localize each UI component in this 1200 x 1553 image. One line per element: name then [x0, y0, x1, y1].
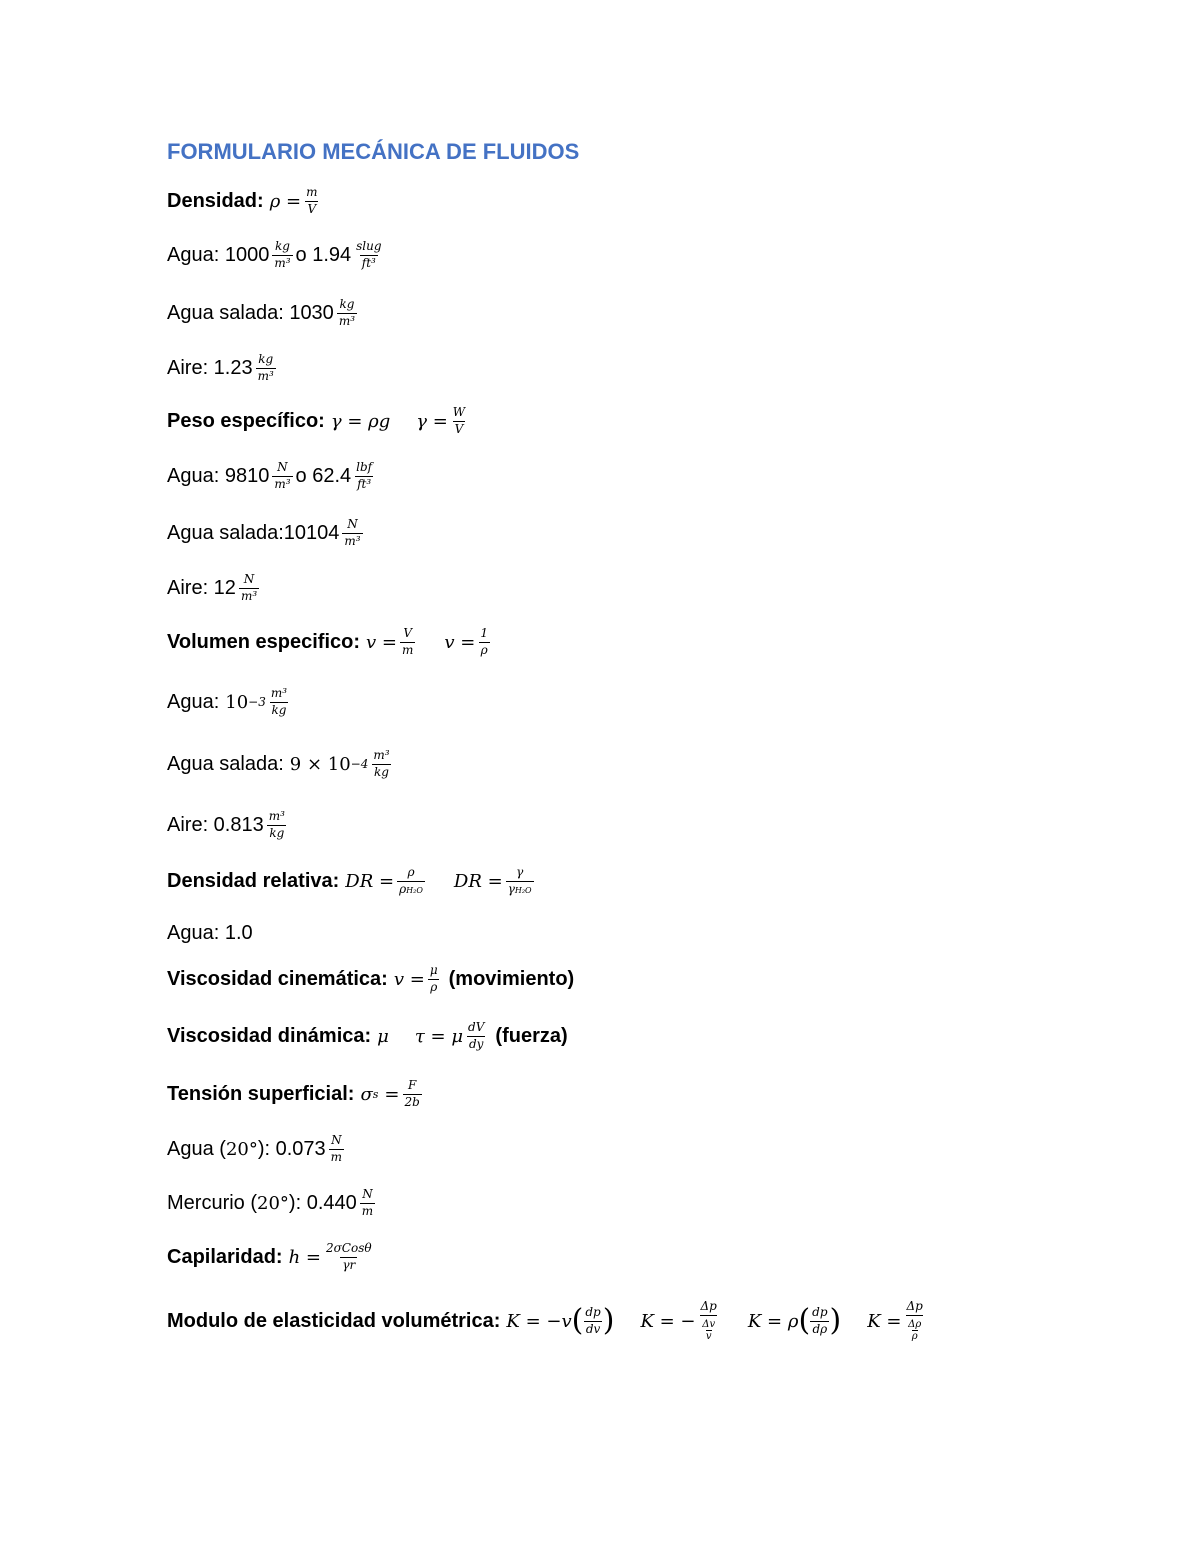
unit-numerator: kg: [274, 239, 290, 253]
peso-fraction: [451, 406, 467, 437]
peso-formula-2-lhs: γ =: [416, 410, 448, 432]
densidad-definition: [167, 186, 322, 217]
unit-fraction: [239, 573, 259, 604]
modulo-f1-lhs: K = −v: [506, 1310, 572, 1332]
unit-denominator: m³: [257, 368, 274, 383]
tension-agua: [167, 1134, 347, 1165]
fraction-numerator: μ: [429, 963, 438, 977]
left-paren: (: [571, 1303, 584, 1339]
volumen-f2-lhs: v =: [444, 631, 476, 653]
unit-denominator: kg: [271, 702, 287, 717]
unit-numerator: slug: [356, 239, 382, 253]
fraction-numerator: W: [452, 405, 466, 419]
unit-numerator: m³: [268, 809, 285, 823]
unit-denominator: m: [361, 1203, 374, 1218]
volumen-fraction-2: [478, 627, 490, 658]
fraction-denominator: ρ: [430, 979, 438, 994]
unit-numerator: N: [331, 1133, 342, 1147]
capilaridad-lhs: h =: [288, 1246, 321, 1268]
volumen-definition: [167, 627, 493, 658]
volumen-aire-value: Aire: 0.813: [167, 813, 264, 836]
relativa-label: Densidad relativa:: [167, 869, 340, 892]
unit-denominator: ft³: [361, 255, 376, 270]
volumen-salada-coef: 9 × 10: [289, 753, 351, 775]
volumen-fraction-1: [400, 627, 415, 658]
fraction-numerator: V: [403, 626, 413, 640]
fraction-numerator: dp: [585, 1305, 601, 1320]
peso-formula-1: γ = ρg: [330, 410, 391, 432]
volumen-salada-exponent: −4: [350, 757, 369, 772]
unit-numerator: N: [277, 460, 288, 474]
capilaridad-definition: [167, 1242, 377, 1273]
fraction-denominator: [906, 1315, 923, 1343]
volumen-agua-label: Agua:: [167, 690, 220, 713]
cinematica-lhs: v =: [393, 968, 425, 990]
unit-numerator: N: [362, 1187, 373, 1201]
nested-numerator: Δρ: [908, 1318, 922, 1330]
peso-aire-value: Aire: 12: [167, 576, 236, 599]
peso-agua: [167, 461, 377, 492]
modulo-fraction-3: [810, 1306, 829, 1337]
unit-fraction: [342, 518, 362, 549]
relativa-f2-lhs: DR =: [453, 870, 503, 892]
volumen-agua: [167, 687, 292, 718]
unit-denominator: m³: [274, 255, 291, 270]
cinematica-label: Viscosidad cinemática:: [167, 967, 388, 990]
tension-definition: [167, 1079, 425, 1110]
unit-fraction: [360, 1188, 375, 1219]
relativa-f1-lhs: DR =: [345, 870, 395, 892]
unit-fraction: [329, 1134, 344, 1165]
volumen-agua-salada: [167, 749, 395, 780]
fraction-denominator: dv: [585, 1321, 601, 1336]
unit-fraction: [269, 687, 289, 718]
densidad-agua-alt: o 1.94: [295, 243, 352, 266]
dinamica-fraction: [466, 1021, 486, 1052]
unit-denominator: kg: [373, 764, 389, 779]
fraction-denominator: V: [454, 421, 464, 436]
peso-label: Peso específico:: [167, 409, 325, 432]
fraction-numerator: m: [306, 185, 318, 199]
fraction-denominator: m: [402, 642, 414, 657]
densidad-agua-value: Agua: 1000: [167, 243, 270, 266]
volumen-salada-label: Agua salada:: [167, 752, 284, 775]
capilaridad-label: Capilaridad:: [167, 1245, 283, 1268]
unit-fraction: [371, 749, 391, 780]
densidad-aire: [167, 353, 279, 384]
nested-fraction: [702, 1319, 715, 1343]
unit-denominator: m³: [338, 313, 356, 328]
right-paren: ): [602, 1303, 615, 1339]
modulo-f4-lhs: K =: [867, 1310, 902, 1332]
fraction-numerator: Δp: [906, 1299, 923, 1313]
unit-numerator: kg: [339, 297, 355, 311]
tension-agua-temp: 20°: [225, 1138, 258, 1160]
unit-denominator: kg: [269, 825, 285, 840]
peso-definition: [167, 406, 470, 437]
modulo-fraction-4: [905, 1300, 925, 1343]
tension-label: Tensión superficial:: [167, 1082, 355, 1105]
unit-denominator: m³: [344, 533, 361, 548]
fraction-numerator: 1: [480, 626, 489, 640]
tension-merc-label: Mercurio (: [167, 1191, 258, 1214]
tension-equals: =: [384, 1083, 400, 1105]
volumen-agua-base: 10: [225, 691, 249, 713]
h2o-subscript: H₂O: [514, 885, 532, 895]
fraction-denominator: ρ: [480, 642, 488, 657]
fraction-denominator: 2b: [404, 1094, 420, 1109]
fraction-numerator: dp: [812, 1305, 828, 1320]
densidad-label: Densidad:: [167, 189, 264, 212]
unit-denominator: ft³: [357, 476, 372, 491]
fraction-denominator: [700, 1315, 717, 1343]
fraction-numerator: Δp: [700, 1299, 717, 1313]
capilaridad-fraction: [324, 1242, 374, 1273]
cinematica-fraction: [428, 964, 440, 995]
gamma-symbol: γ: [507, 881, 515, 896]
fraction-numerator: dV: [468, 1020, 485, 1034]
peso-aire: [167, 573, 262, 604]
relativa-agua: Agua: 1.0: [167, 922, 253, 944]
volumen-label: Volumen especifico:: [167, 630, 361, 653]
unit-fraction: [354, 461, 374, 492]
nested-fraction: [908, 1319, 921, 1343]
fraction-denominator: dρ: [812, 1321, 828, 1336]
densidad-agua: [167, 240, 387, 271]
h2o-subscript: H₂O: [406, 885, 423, 895]
peso-agua-alt: o 62.4: [295, 464, 352, 487]
modulo-fraction-2: [699, 1300, 719, 1343]
tension-agua-label: Agua (: [167, 1137, 226, 1160]
unit-numerator: N: [347, 517, 358, 531]
unit-fraction: [354, 240, 383, 271]
modulo-f2-lhs: K = −: [640, 1310, 696, 1332]
tension-merc-temp: 20°: [257, 1192, 289, 1214]
dinamica-mu: μ: [377, 1025, 389, 1047]
unit-numerator: lbf: [356, 460, 373, 474]
unit-denominator: m: [330, 1149, 343, 1164]
unit-numerator: m³: [270, 686, 288, 700]
dinamica-definition: [167, 1021, 568, 1052]
fraction-denominator: V: [307, 201, 317, 216]
relativa-fraction-2: [506, 866, 534, 897]
dinamica-note: (fuerza): [495, 1024, 568, 1047]
unit-denominator: m³: [274, 476, 291, 491]
densidad-formula-lhs: ρ =: [269, 190, 302, 212]
fraction-numerator: 2σCosθ: [325, 1241, 372, 1255]
volumen-agua-exponent: −3: [248, 695, 266, 710]
tension-merc-value: ): 0.440: [288, 1191, 357, 1214]
densidad-agua-salada: [167, 298, 360, 329]
cinematica-note: (movimiento): [448, 967, 575, 990]
tension-mercurio: [167, 1188, 378, 1219]
volumen-aire: [167, 810, 290, 841]
tension-lhs: σ: [360, 1083, 373, 1105]
fraction-numerator: ρ: [407, 865, 415, 879]
peso-agua-value: Agua: 9810: [167, 464, 270, 487]
fraction-numerator: γ: [516, 865, 524, 879]
left-paren: (: [798, 1303, 811, 1339]
modulo-definition: [167, 1300, 928, 1343]
rho-symbol: ρ: [399, 881, 407, 896]
unit-fraction: [272, 461, 292, 492]
modulo-fraction-1: [583, 1306, 602, 1337]
volumen-f1-lhs: v =: [366, 631, 397, 653]
tension-lhs-subscript: s: [372, 1087, 379, 1101]
fraction-numerator: F: [408, 1078, 417, 1092]
nested-numerator: Δv: [702, 1318, 716, 1330]
densidad-salada-value: Agua salada: 1030: [167, 301, 334, 324]
dinamica-lhs: τ = μ: [414, 1025, 464, 1047]
cinematica-definition: [167, 964, 574, 995]
page-title: FORMULARIO MECÁNICA DE FLUIDOS: [167, 139, 580, 164]
modulo-f3-lhs: K = ρ: [747, 1310, 799, 1332]
unit-numerator: N: [243, 572, 255, 586]
peso-salada-value: Agua salada:10104: [167, 521, 340, 544]
unit-fraction: [256, 353, 276, 384]
fraction-denominator: [506, 881, 534, 897]
nested-denominator: v: [705, 1331, 712, 1343]
unit-numerator: m³: [373, 748, 390, 762]
peso-agua-salada: [167, 518, 366, 549]
fraction-denominator: [397, 881, 425, 897]
unit-fraction: [272, 240, 292, 271]
fraction-denominator: γr: [342, 1257, 356, 1272]
unit-fraction: [337, 298, 357, 329]
fraction-denominator: dy: [468, 1036, 484, 1051]
tension-agua-value: ): 0.073: [257, 1137, 326, 1160]
unit-fraction: [267, 810, 287, 841]
relativa-fraction-1: [397, 866, 425, 897]
dinamica-label: Viscosidad dinámica:: [167, 1024, 372, 1047]
tension-fraction: [403, 1079, 422, 1110]
densidad-fraction: [304, 186, 319, 217]
right-paren: ): [829, 1303, 842, 1339]
modulo-label: Modulo de elasticidad volumétrica:: [167, 1309, 501, 1332]
relativa-definition: [167, 866, 537, 897]
unit-denominator: m³: [240, 588, 258, 603]
unit-numerator: kg: [258, 352, 274, 366]
nested-denominator: ρ: [911, 1331, 918, 1343]
densidad-aire-value: Aire: 1.23: [167, 356, 253, 379]
